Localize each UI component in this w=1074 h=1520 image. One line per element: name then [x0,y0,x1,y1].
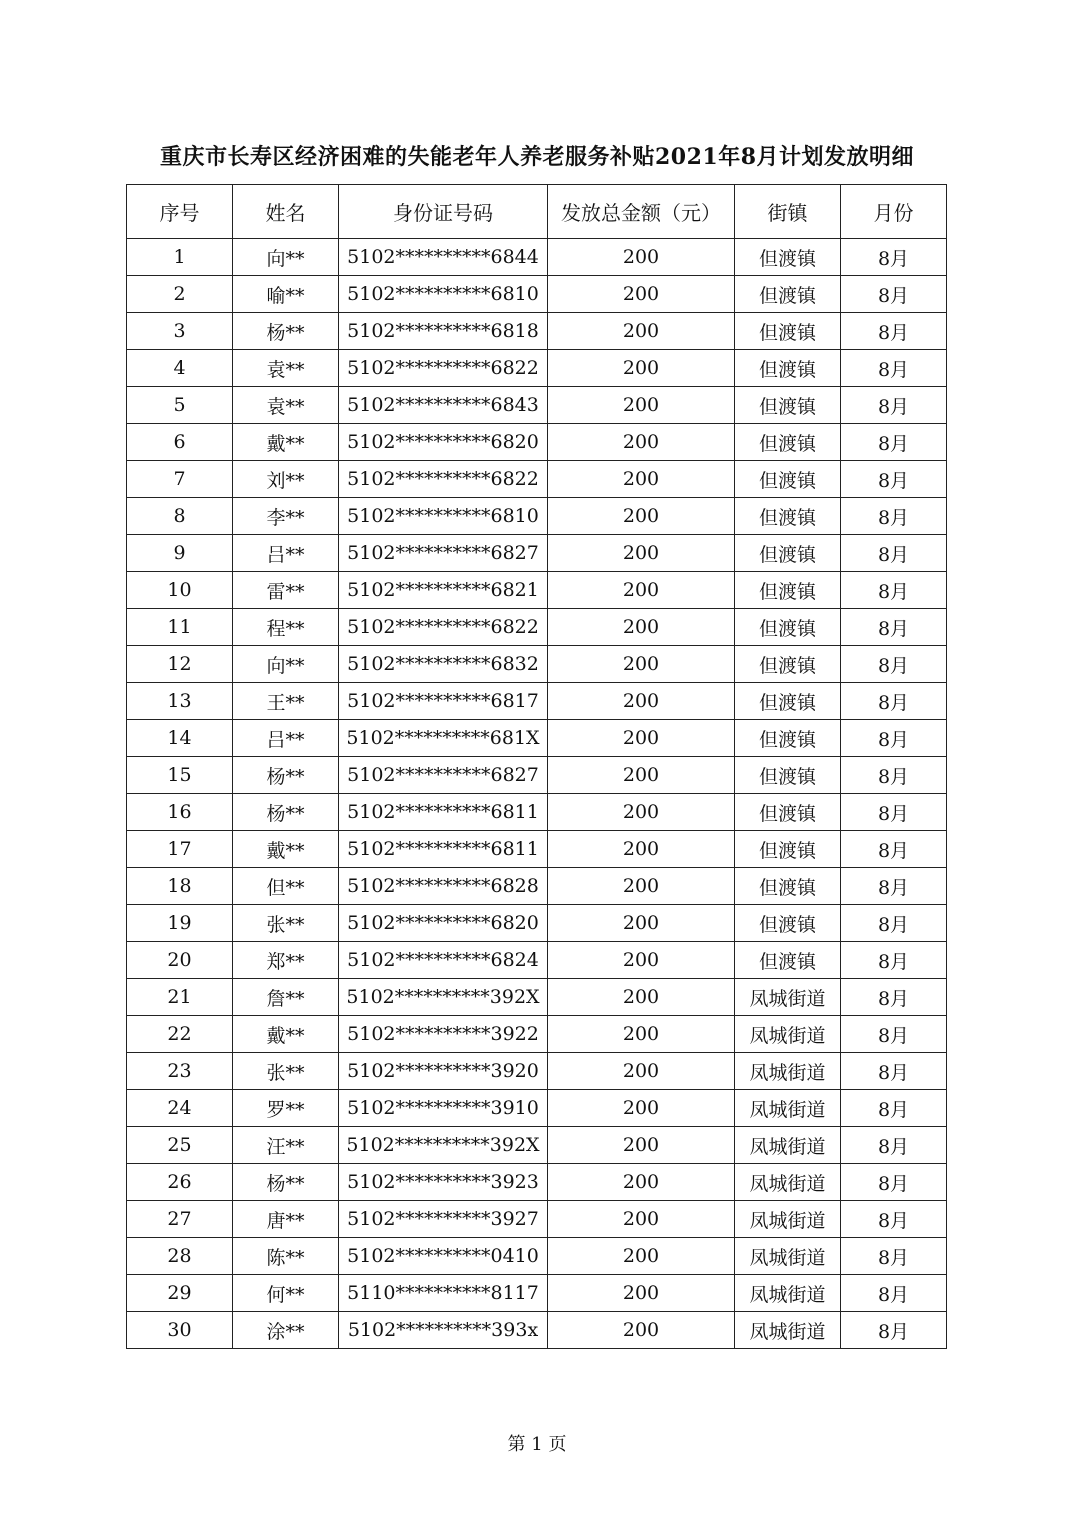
table-cell: 200 [548,276,735,313]
table-cell: 200 [548,942,735,979]
table-cell: 7 [127,461,233,498]
table-cell: 但渡镇 [735,794,841,831]
table-cell: 8月 [841,313,947,350]
table-cell: 但渡镇 [735,868,841,905]
table-row [127,905,947,942]
table-row [127,1016,947,1053]
table-cell: 但渡镇 [735,350,841,387]
table-cell: 但渡镇 [735,535,841,572]
table-cell: 张** [233,905,339,942]
table-cell: 200 [548,794,735,831]
table-cell: 200 [548,1238,735,1275]
table-cell: 200 [548,1016,735,1053]
table-row [127,387,947,424]
table-cell: 8月 [841,720,947,757]
table-cell: 1 [127,239,233,276]
table-cell: 5102**********3922 [339,1016,548,1053]
table-cell: 200 [548,979,735,1016]
table-cell: 8月 [841,572,947,609]
table-cell: 21 [127,979,233,1016]
table-cell: 5102**********6811 [339,831,548,868]
table-row [127,609,947,646]
table-cell: 200 [548,1312,735,1349]
table-cell: 刘** [233,461,339,498]
table-cell: 5102**********393x [339,1312,548,1349]
table-cell: 袁** [233,350,339,387]
table-cell: 8月 [841,609,947,646]
table-cell: 5102**********3927 [339,1201,548,1238]
table-row [127,1164,947,1201]
table-cell: 8月 [841,424,947,461]
table-cell: 涂** [233,1312,339,1349]
table-row [127,794,947,831]
table-cell: 8月 [841,1238,947,1275]
table-row [127,572,947,609]
table-row [127,239,947,276]
table-cell: 袁** [233,387,339,424]
table-cell: 8月 [841,1016,947,1053]
table-row [127,757,947,794]
table-cell: 但渡镇 [735,424,841,461]
table-cell: 27 [127,1201,233,1238]
table-cell: 200 [548,572,735,609]
table-cell: 22 [127,1016,233,1053]
table-cell: 200 [548,1090,735,1127]
table-cell: 杨** [233,313,339,350]
table-cell: 但渡镇 [735,720,841,757]
table-cell: 200 [548,868,735,905]
table-cell: 唐** [233,1201,339,1238]
table-cell: 李** [233,498,339,535]
table-cell: 200 [548,905,735,942]
table-cell: 5102**********3923 [339,1164,548,1201]
table-cell: 但渡镇 [735,572,841,609]
table-cell: 但渡镇 [735,239,841,276]
table-row [127,646,947,683]
table-cell: 8月 [841,239,947,276]
table-cell: 30 [127,1312,233,1349]
header-cell: 序号 [127,185,233,239]
table-row [127,1238,947,1275]
table-cell: 8月 [841,868,947,905]
table-row [127,350,947,387]
table-cell: 罗** [233,1090,339,1127]
table-cell: 8月 [841,350,947,387]
table-cell: 5102**********6827 [339,757,548,794]
table-cell: 但渡镇 [735,757,841,794]
table-row [127,461,947,498]
table-cell: 19 [127,905,233,942]
table-cell: 陈** [233,1238,339,1275]
table-cell: 200 [548,498,735,535]
table-cell: 200 [548,535,735,572]
table-cell: 詹** [233,979,339,1016]
table-cell: 8月 [841,461,947,498]
table-cell: 5102**********6824 [339,942,548,979]
table-cell: 8月 [841,498,947,535]
table-cell: 但渡镇 [735,646,841,683]
table-cell: 但渡镇 [735,942,841,979]
table-cell: 8月 [841,1275,947,1312]
table-cell: 200 [548,313,735,350]
table-cell: 8月 [841,979,947,1016]
table-cell: 5102**********6818 [339,313,548,350]
table-cell: 但渡镇 [735,276,841,313]
table-cell: 5102**********681X [339,720,548,757]
table-cell: 200 [548,831,735,868]
table-cell: 杨** [233,794,339,831]
table-cell: 凤城街道 [735,1312,841,1349]
page-number: 第 1 页 [507,1434,567,1455]
table-cell: 8月 [841,276,947,313]
table-cell: 何** [233,1275,339,1312]
table-cell: 4 [127,350,233,387]
table-cell: 29 [127,1275,233,1312]
table-cell: 凤城街道 [735,1164,841,1201]
table-cell: 200 [548,387,735,424]
table-cell: 凤城街道 [735,1201,841,1238]
table-cell: 5 [127,387,233,424]
table-cell: 5102**********6827 [339,535,548,572]
table-cell: 但渡镇 [735,387,841,424]
table-cell: 200 [548,350,735,387]
table-cell: 8月 [841,387,947,424]
table-cell: 200 [548,1201,735,1238]
table-cell: 8月 [841,1201,947,1238]
table-cell: 8月 [841,535,947,572]
table-cell: 200 [548,757,735,794]
table-cell: 向** [233,646,339,683]
header-cell: 街镇 [735,185,841,239]
table-cell: 但渡镇 [735,461,841,498]
table-cell: 5102**********6843 [339,387,548,424]
table-cell: 2 [127,276,233,313]
table-cell: 24 [127,1090,233,1127]
table-cell: 5102**********6828 [339,868,548,905]
header-cell: 月份 [841,185,947,239]
table-cell: 但渡镇 [735,831,841,868]
table-cell: 17 [127,831,233,868]
table-row [127,831,947,868]
table-cell: 5102**********6820 [339,424,548,461]
table-cell: 3 [127,313,233,350]
table-cell: 5102**********3910 [339,1090,548,1127]
table-cell: 但渡镇 [735,498,841,535]
table-cell: 11 [127,609,233,646]
table-cell: 喻** [233,276,339,313]
page-title: 重庆市长寿区经济困难的失能老年人养老服务补贴2021年8月计划发放明细 [159,144,915,170]
table-cell: 凤城街道 [735,1053,841,1090]
table-row [127,683,947,720]
table-row [127,720,947,757]
table-cell: 5102**********6817 [339,683,548,720]
table-row [127,276,947,313]
table-cell: 5102**********6822 [339,609,548,646]
table-cell: 8月 [841,831,947,868]
table-cell: 8月 [841,646,947,683]
table-cell: 但** [233,868,339,905]
table-cell: 戴** [233,1016,339,1053]
table-cell: 戴** [233,424,339,461]
table-cell: 8月 [841,1090,947,1127]
table-cell: 雷** [233,572,339,609]
table-cell: 14 [127,720,233,757]
table-row [127,942,947,979]
table-cell: 凤城街道 [735,1127,841,1164]
table-cell: 8月 [841,942,947,979]
header-cell: 姓名 [233,185,339,239]
table-cell: 200 [548,1275,735,1312]
table-row [127,1275,947,1312]
table-cell: 12 [127,646,233,683]
table-cell: 200 [548,1164,735,1201]
table-cell: 200 [548,646,735,683]
table-row [127,979,947,1016]
table-cell: 凤城街道 [735,1275,841,1312]
table-row [127,535,947,572]
table-cell: 吕** [233,720,339,757]
table-cell: 8 [127,498,233,535]
table-cell: 杨** [233,1164,339,1201]
table-cell: 8月 [841,794,947,831]
table-cell: 但渡镇 [735,609,841,646]
table-cell: 汪** [233,1127,339,1164]
table-cell: 26 [127,1164,233,1201]
table-cell: 戴** [233,831,339,868]
table-cell: 5102**********6811 [339,794,548,831]
table-row [127,1201,947,1238]
table-cell: 200 [548,424,735,461]
table-cell: 郑** [233,942,339,979]
table-cell: 8月 [841,1127,947,1164]
table-cell: 200 [548,239,735,276]
table-row [127,1312,947,1349]
table-cell: 16 [127,794,233,831]
table-cell: 13 [127,683,233,720]
table-row [127,868,947,905]
table-cell: 15 [127,757,233,794]
table-row [127,1127,947,1164]
table-cell: 杨** [233,757,339,794]
table-cell: 8月 [841,757,947,794]
table-cell: 5102**********6810 [339,276,548,313]
header-cell: 身份证号码 [339,185,548,239]
table-cell: 5102**********6820 [339,905,548,942]
table-cell: 28 [127,1238,233,1275]
table-cell: 5102**********6810 [339,498,548,535]
table-cell: 凤城街道 [735,1090,841,1127]
table-cell: 程** [233,609,339,646]
table-cell: 5102**********0410 [339,1238,548,1275]
table-cell: 18 [127,868,233,905]
subsidy-table [126,184,947,1349]
table-cell: 8月 [841,1312,947,1349]
table-cell: 5102**********6821 [339,572,548,609]
table-cell: 向** [233,239,339,276]
table-cell: 8月 [841,1164,947,1201]
table-row [127,1053,947,1090]
table-cell: 25 [127,1127,233,1164]
table-cell: 10 [127,572,233,609]
table-cell: 但渡镇 [735,905,841,942]
table-cell: 王** [233,683,339,720]
table-cell: 5102**********3920 [339,1053,548,1090]
table-cell: 23 [127,1053,233,1090]
table-cell: 5102**********6822 [339,461,548,498]
table-cell: 5102**********6832 [339,646,548,683]
table-cell: 凤城街道 [735,979,841,1016]
table-cell: 5102**********6822 [339,350,548,387]
table-cell: 5102**********392X [339,1127,548,1164]
table-row [127,313,947,350]
table-row [127,1090,947,1127]
table-cell: 200 [548,609,735,646]
table-header-row [127,185,947,239]
table-row [127,424,947,461]
table-cell: 5110**********8117 [339,1275,548,1312]
table-cell: 200 [548,683,735,720]
table-row [127,498,947,535]
table-cell: 吕** [233,535,339,572]
table-cell: 5102**********392X [339,979,548,1016]
table-cell: 200 [548,720,735,757]
table-cell: 8月 [841,683,947,720]
header-cell: 发放总金额（元） [548,185,735,239]
table-cell: 9 [127,535,233,572]
table-cell: 200 [548,1127,735,1164]
table-cell: 8月 [841,1053,947,1090]
table-cell: 凤城街道 [735,1238,841,1275]
table-cell: 200 [548,1053,735,1090]
table-cell: 5102**********6844 [339,239,548,276]
table-cell: 但渡镇 [735,683,841,720]
table-cell: 200 [548,461,735,498]
table-cell: 但渡镇 [735,313,841,350]
table-cell: 张** [233,1053,339,1090]
table-cell: 8月 [841,905,947,942]
table-cell: 凤城街道 [735,1016,841,1053]
table-cell: 6 [127,424,233,461]
table-cell: 20 [127,942,233,979]
